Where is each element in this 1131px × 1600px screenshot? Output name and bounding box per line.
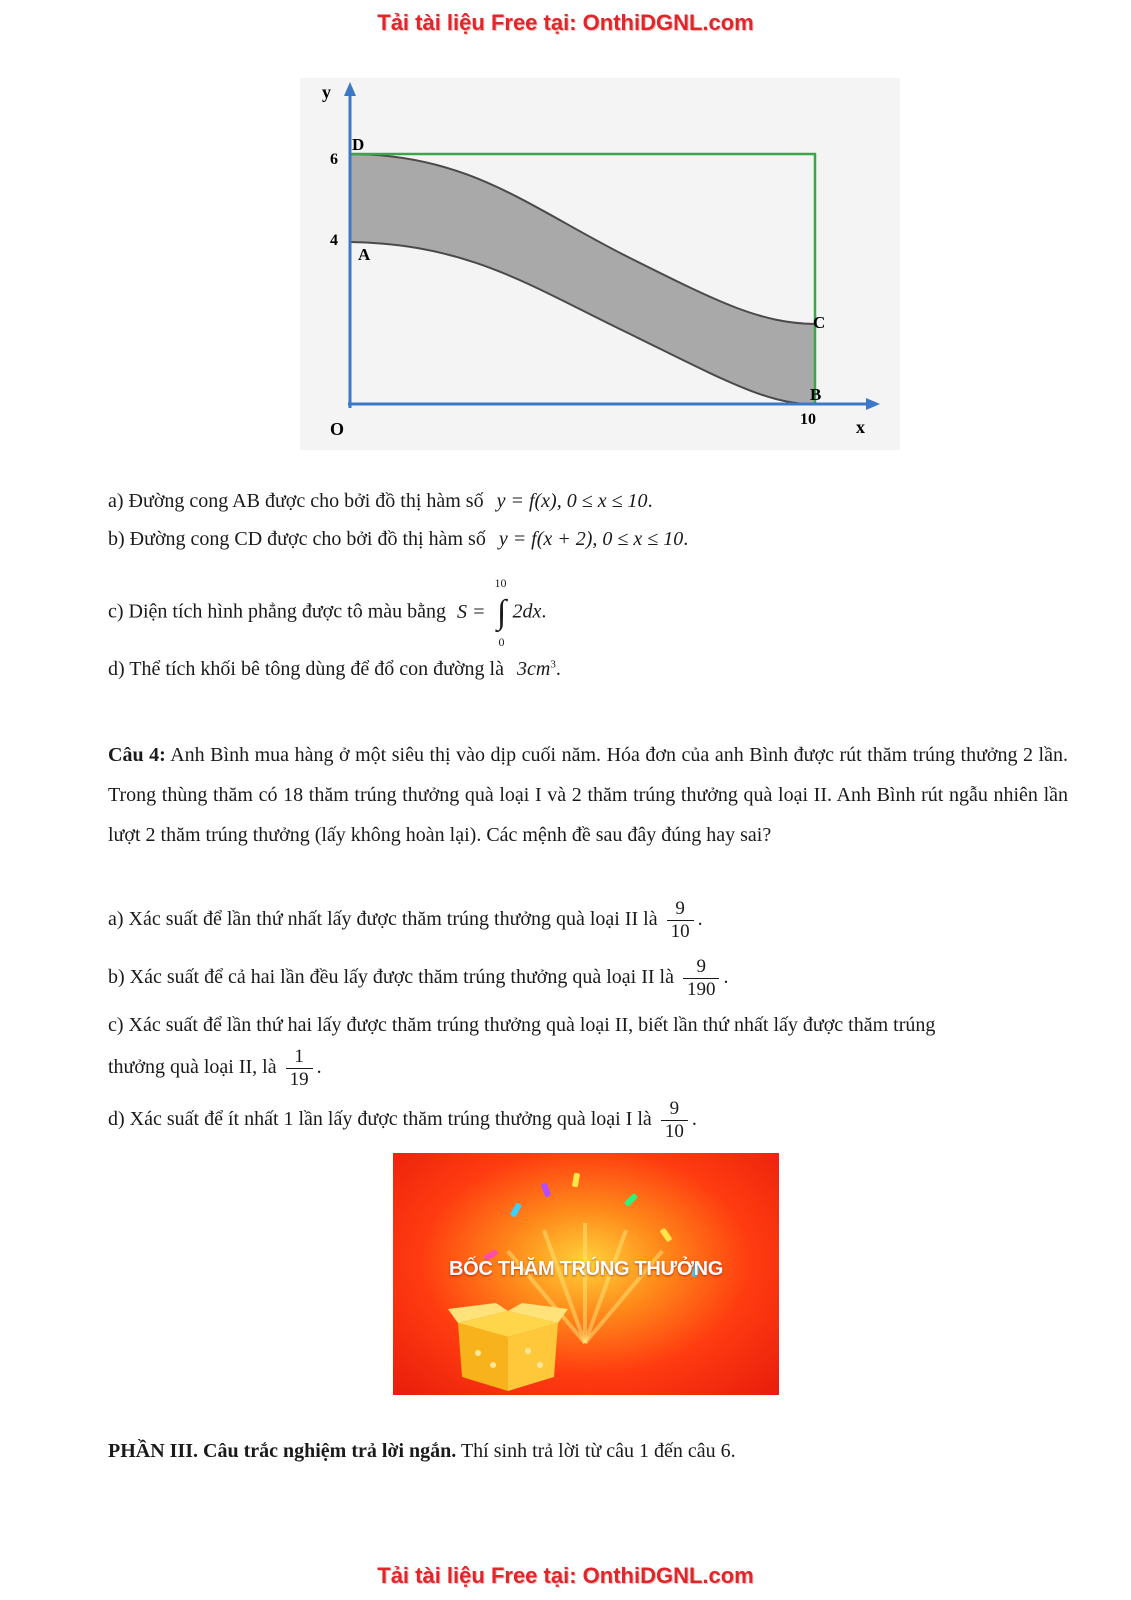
integral-sign — [491, 576, 513, 649]
q4-item-b-fraction: $\frac{9}{190}$ — [683, 956, 720, 1001]
confetti-piece — [624, 1193, 638, 1207]
confetti-piece — [541, 1182, 551, 1197]
tick-label-y6: 6 — [330, 151, 338, 168]
part3-section — [108, 1440, 736, 1463]
q3-item-d: d) Thể tích khối bê tông dùng để đổ con đường là $3cm^3$. — [108, 658, 561, 680]
q3-item-a-text: a) Đường cong AB được cho bởi đồ thị hàm số — [108, 490, 484, 512]
q4-item-b-text: b) Xác suất để cả hai lần đều lấy được thăm trúng thưởng quà loại II là — [108, 966, 674, 989]
question-4-stem-text: Anh Bình mua hàng ở một siêu thị vào dịp cuối năm. Hóa đơn của anh Bình được rút thăm trúng thưởng 2 lần. Trong thùng thăm có 18 thăm trúng thưởng quà loại I và 2 thăm trúng thưởng quà loại II. Anh Bình rút ngẫu nhiên lần lượt 2 thăm trúng thưởng (lấy không hoàn lại). Các mệnh đề sau đây đúng hay sai? — [108, 744, 1068, 846]
q3-item-a-math: y = f(x), 0 ≤ x ≤ 10 — [496, 490, 648, 512]
q3-item-d-value: 3cm — [516, 658, 551, 680]
q4-item-c-fraction: $\frac{1}{19}$ — [286, 1046, 313, 1091]
q4-item-c-line1 — [108, 1014, 1068, 1037]
point-label-A: A — [358, 245, 371, 264]
confetti-piece — [572, 1173, 580, 1188]
q4-item-c-line2: thưởng quà loại II, là $\frac{1}{19}$ . — [108, 1046, 322, 1090]
header-watermark: Tải tài liệu Free tại: OnthiDGNL.com — [377, 10, 754, 35]
q3-item-c-lhs: S = — [457, 600, 486, 623]
footer-watermark: Tải tài liệu Free tại: OnthiDGNL.com — [377, 1563, 754, 1588]
q4-item-b: b) Xác suất để cả hai lần đều lấy được thăm trúng thưởng quà loại II là $\frac{9}{190}$ . — [108, 956, 729, 1000]
q4-item-c-text-line2: thưởng quà loại II, là — [108, 1056, 277, 1079]
q3-item-a: a) Đường cong AB được cho bởi đồ thị hàm số y = f(x), 0 ≤ x ≤ 10. — [108, 490, 653, 512]
road-graph-figure — [300, 78, 900, 450]
question-4-stem — [108, 735, 1068, 855]
point-label-D: D — [352, 135, 365, 154]
q3-item-d-text: d) Thể tích khối bê tông dùng để đổ con đường là — [108, 658, 504, 680]
q4-item-a: a) Xác suất để lần thứ nhất lấy được thăm trúng thưởng quà loại II là $\frac{9}{10}$ . — [108, 898, 703, 942]
q4-item-a-text: a) Xác suất để lần thứ nhất lấy được thăm trúng thưởng quà loại II là — [108, 908, 658, 931]
question-4-label: Câu 4: — [108, 744, 166, 766]
y-axis-label: y — [322, 82, 331, 102]
integral-symbol: ∫ — [496, 594, 507, 631]
gift-box-icon — [448, 1303, 568, 1391]
part3-heading: PHẦN III. Câu trắc nghiệm trả lời ngắn. — [108, 1440, 457, 1462]
point-label-B: B — [810, 385, 822, 404]
q4-item-d: d) Xác suất để ít nhất 1 lần lấy được thăm trúng thưởng quà loại I là $\frac{9}{10}$ . — [108, 1098, 697, 1142]
tick-label-x10: 10 — [800, 411, 816, 428]
integral-upper-limit: 10 — [494, 576, 507, 590]
banner-title: BỐC THĂM TRÚNG THƯỞNG — [449, 1258, 723, 1280]
q3-item-c-integrand: 2dx — [512, 600, 542, 623]
tick-label-y4: 4 — [330, 232, 338, 249]
q4-item-d-fraction: $\frac{9}{10}$ — [661, 1098, 688, 1143]
q3-item-b-text: b) Đường cong CD được cho bởi đồ thị hàm số — [108, 528, 486, 550]
q4-item-a-fraction: $\frac{9}{10}$ — [667, 898, 694, 943]
q3-item-c: c) Diện tích hình phẳng được tô màu bằng S = 10 ∫ 0 2dx. — [108, 576, 547, 649]
confetti-piece — [510, 1202, 522, 1217]
part3-instruction: Thí sinh trả lời từ câu 1 đến câu 6. — [460, 1440, 736, 1462]
q3-item-b-math: y = f(x + 2), 0 ≤ x ≤ 10 — [498, 528, 684, 550]
q3-item-b: b) Đường cong CD được cho bởi đồ thị hàm số y = f(x + 2), 0 ≤ x ≤ 10. — [108, 528, 689, 550]
confetti-piece — [660, 1228, 673, 1243]
q3-item-c-text: c) Diện tích hình phẳng được tô màu bằng — [108, 600, 446, 623]
q3-item-d-exponent: 3 — [550, 658, 556, 671]
origin-label: O — [330, 419, 345, 439]
point-label-C: C — [813, 313, 826, 332]
q4-item-c-text-line1: c) Xác suất để lần thứ hai lấy được thăm trúng thưởng quà loại II, biết lần thứ nhất lấy được thăm trúng — [108, 1014, 936, 1036]
integral-lower-limit: 0 — [498, 635, 505, 649]
prize-draw-banner-image — [393, 1153, 779, 1395]
q4-item-d-text: d) Xác suất để ít nhất 1 lần lấy được thăm trúng thưởng quà loại I là — [108, 1108, 652, 1131]
x-axis-label: x — [856, 417, 865, 437]
